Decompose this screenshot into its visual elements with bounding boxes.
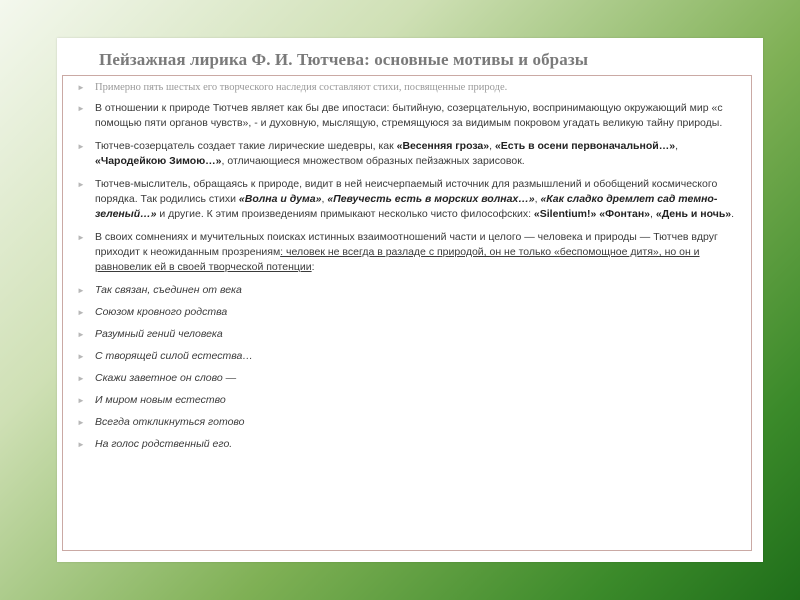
poem-title: «Есть в осени первоначальной…» [494,140,676,152]
poem-title: «Певучесть есть в морских волнах…» [327,193,535,205]
bullet-icon: ► [77,374,85,383]
poem-title: «Фонтан» [599,208,651,220]
bullet-icon: ► [77,396,85,405]
paragraph-text: В отношении к природе Тютчев являет как бы две ипостаси: бытийную, созерцательную, воспринимающую окружающий мир «с помощью пяти органов чувств», - и духовную, мыслящую, стремящуюся за видимым покровом угадать великую тайну природы. [95,102,723,129]
list-item [75,101,747,131]
verse-line [75,349,747,364]
verse-line [75,393,747,408]
verse-line [75,327,747,342]
intro-text: Примерно пять шестых его творческого наследия составляют стихи, посвященные природе. [95,82,508,93]
bullet-icon: ► [77,83,85,92]
poem-title: «Silentium!» [533,208,597,220]
bullet-icon: ► [77,104,85,113]
poem-title: «День и ночь» [655,208,732,220]
poem-title: «Волна и дума» [238,193,322,205]
bullet-list [75,80,747,459]
verse-line [75,371,747,386]
paragraph-text: и другие. К этим произведениям примыкают несколько чисто философских: [156,208,534,220]
bullet-icon: ► [77,440,85,449]
list-item [75,177,747,222]
verse-text: И миром новым естество [95,394,226,406]
separator-text: , [675,140,678,152]
poem-title: «Чародейкою Зимою…» [95,155,222,167]
separator-text: . [731,208,735,220]
bullet-icon: ► [77,418,85,427]
poem-title: «Весенняя гроза» [396,140,490,152]
underlined-text: : человек не всегда в разладе с природой, он не только «беспомощное дитя», но он и равновелик ей в своей творческой потенции [95,246,700,273]
poem-title: «Как сладко дремлет сад темно-зеленый…» [95,193,718,220]
content-frame [62,75,752,551]
separator-text: : [311,261,315,273]
verse-line [75,437,747,452]
verse-text: Разумный гений человека [95,328,223,340]
verse-text: Союзом кровного родства [95,306,228,318]
separator-text: , [650,208,656,220]
verse-text: Так связан, съединен от века [95,284,242,296]
paragraph-text: Тютчев-мыслитель, обращаясь к природе, видит в ней неисчерпаемый источник для размышлений и обобщений космического порядка. Так родились стихи [95,178,718,205]
separator-text: , [489,140,495,152]
bullet-icon: ► [77,352,85,361]
bullet-icon: ► [77,330,85,339]
verse-text: Скажи заветное он слово — [95,372,237,384]
verse-line [75,283,747,298]
paragraph-text: , отличающиеся множеством образных пейзажных зарисовок. [221,155,525,167]
verse-text: Всегда откликнуться готово [95,416,245,428]
list-item [75,230,747,275]
bullet-icon: ► [77,286,85,295]
bullet-icon: ► [77,180,85,189]
verse-text: На голос родственный его. [95,438,233,450]
verse-text: С творящей силой естества… [95,350,253,362]
paragraph-text: Тютчев-созерцатель создает такие лирические шедевры, как [95,140,397,152]
verse-line [75,415,747,430]
page-title: Пейзажная лирика Ф. И. Тютчева: основные мотивы и образы [99,50,589,69]
separator-text: , [321,193,328,205]
paragraph-text: В своих сомнениях и мучительных поисках истинных взаимоотношений части и целого — человека и природы — Тютчев вдруг приходит к неожиданным прозрениям [95,231,718,258]
separator-text: , [534,193,541,205]
bullet-icon: ► [77,308,85,317]
verse-line [75,305,747,320]
bullet-icon: ► [77,233,85,242]
bullet-icon: ► [77,142,85,151]
list-item [75,80,747,95]
list-item [75,139,747,169]
slide [57,38,763,562]
